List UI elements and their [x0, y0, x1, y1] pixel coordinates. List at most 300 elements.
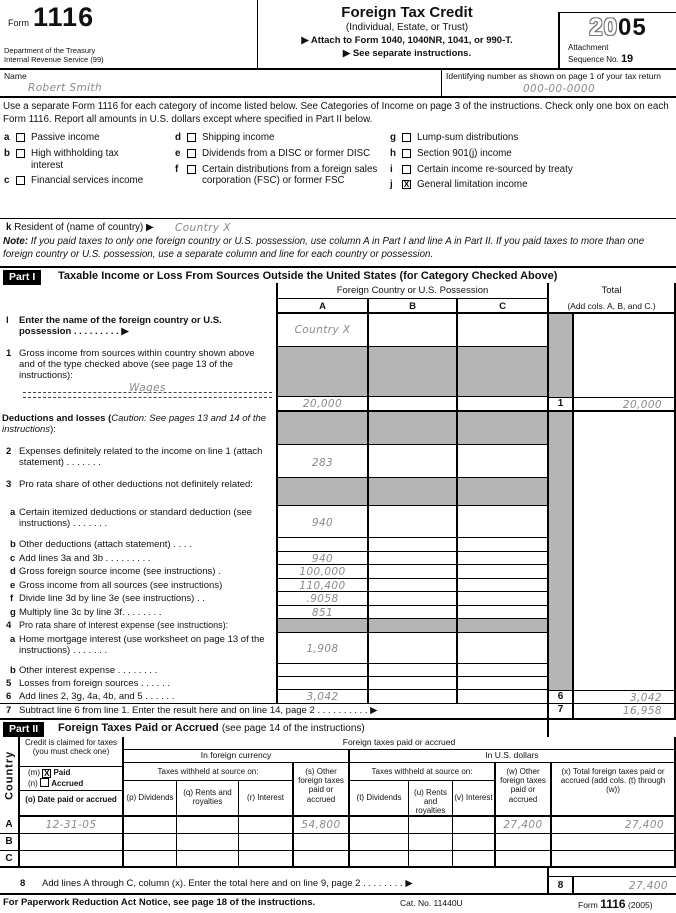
line-label: Expenses definitely related to the income on line 1 (attach statement) . . . . . . . — [19, 446, 263, 469]
line-number: 7 — [6, 705, 12, 716]
line1-number-box: 1 — [547, 397, 572, 412]
paperwork-notice: For Paperwork Reduction Act Notice, see page 18 of the instructions. — [3, 897, 316, 908]
country-name-a-field[interactable]: Country X — [276, 314, 367, 347]
shaded-strip — [547, 592, 572, 606]
shaded-cell — [456, 478, 547, 506]
category-label: Financial services income — [31, 175, 144, 187]
withheld-usd-header: Taxes withheld at source on: — [348, 763, 494, 781]
line4a-b-field[interactable] — [367, 633, 456, 664]
footer-form-word: Form — [578, 900, 598, 910]
checkbox-accrued[interactable] — [40, 778, 49, 787]
category-e[interactable] — [175, 148, 390, 160]
line-label: Certain itemized deductions or standard deduction (see instructions) . . . . . . . — [19, 507, 252, 530]
name-cell — [0, 70, 442, 98]
category-a[interactable] — [4, 132, 169, 144]
line-number: 6 — [6, 691, 12, 702]
form-title: Foreign Tax Credit — [341, 4, 473, 21]
line3e-b-field[interactable] — [367, 579, 456, 592]
total-cell — [572, 445, 676, 478]
total-cell — [572, 506, 676, 538]
col-s-header: (s) Other foreign taxes paid or accrued — [292, 763, 348, 817]
divider — [547, 720, 549, 737]
line3a-c-field[interactable] — [456, 506, 547, 538]
sequence-label: Sequence No. — [568, 54, 619, 64]
checkbox-high-withholding[interactable] — [16, 149, 25, 158]
line4b-a-field[interactable] — [276, 664, 367, 677]
category-label: Dividends from a DISC or former DISC — [202, 147, 371, 159]
row-line3d — [0, 565, 676, 579]
line-letter: b — [10, 665, 16, 676]
row-line2 — [0, 445, 676, 478]
country-vertical-label: Country — [3, 750, 16, 800]
us-dollars-header: In U.S. dollars — [348, 750, 676, 763]
col-v-header: (v) Interest — [452, 781, 494, 817]
line-label: Gross income from sources within country shown above and of the type checked above (see page 13 of the instructions): — [19, 348, 255, 382]
form-subtitle: (Individual, Estate, or Trust) — [345, 22, 469, 33]
row-country-name — [0, 314, 676, 347]
note-label: Note: — [3, 236, 29, 247]
part2-title: Foreign Taxes Paid or Accrued (see page 14 of the instructions) — [58, 722, 365, 734]
row-b-date-field[interactable] — [20, 834, 122, 851]
line7-number-box: 7 — [547, 704, 572, 720]
identifying-number-label: Identifying number as shown on page 1 of your tax return — [446, 71, 661, 81]
total-cell — [572, 579, 676, 592]
shaded-strip — [547, 579, 572, 592]
total-cell — [572, 412, 676, 445]
total-cell — [572, 592, 676, 606]
row-c-letter: C — [0, 851, 20, 868]
line5-b-field[interactable] — [367, 677, 456, 690]
total-cell — [572, 565, 676, 579]
line-label: Other interest expense . . . . . . . . — [19, 665, 158, 676]
shaded-strip — [547, 664, 572, 677]
foreign-country-group-header: Foreign Country or U.S. Possession — [276, 283, 547, 299]
part1-table — [0, 283, 676, 720]
line-label: Pro rata share of other deductions not definitely related: — [19, 479, 253, 490]
category-letter: j — [390, 179, 393, 191]
form-footer-id — [578, 897, 653, 911]
shaded-cell — [367, 347, 456, 397]
line6-number-box: 6 — [547, 690, 572, 704]
divider — [547, 868, 549, 876]
line8-label: Add lines A through C, column (x). Enter the total here and on line 9, page 2 . . . . . . . . ▶ — [42, 878, 413, 889]
row-b-r-field[interactable] — [238, 834, 292, 851]
see-instructions: ▶ See separate instructions. — [342, 48, 472, 59]
row-a-t-field[interactable] — [348, 817, 408, 834]
line3f-a-field[interactable]: .9058 — [276, 592, 367, 606]
line-label: Gross foreign source income (see instructions) . — [19, 566, 221, 577]
col-r-header: (r) Interest — [238, 781, 292, 817]
line-label: Home mortgage interest (use worksheet on page 13 of the instructions) . . . . . . . — [19, 634, 265, 657]
intro-paragraph: Use a separate Form 1116 for each category of income listed below. See Categories of Income on page 3 of the instructions. Check only one box on each Form 1116. Report all amounts in U.S. dollars except where specified in Part II below. — [3, 101, 669, 125]
checkbox-fsc-distributions[interactable] — [187, 165, 196, 174]
total-cell — [572, 314, 676, 347]
line3d-a-field[interactable]: 100,000 — [276, 565, 367, 579]
row-line7 — [0, 704, 676, 720]
row-b-q-field[interactable] — [176, 834, 238, 851]
line3e-c-field[interactable] — [456, 579, 547, 592]
form-title-block — [258, 0, 556, 70]
year-outline: 20 — [589, 14, 618, 41]
category-letter: b — [4, 147, 10, 159]
total-cell — [572, 664, 676, 677]
sequence-number: 19 — [620, 52, 634, 65]
row-c-x-field[interactable] — [550, 851, 676, 868]
line-letter: g — [10, 607, 16, 618]
column-b-header: B — [367, 299, 456, 314]
category-letter: e — [175, 147, 181, 159]
line3c-b-field[interactable] — [367, 552, 456, 565]
total-subheader: (Add cols. A, B, and C.) — [547, 299, 676, 314]
row-line3-label — [0, 478, 676, 506]
category-g[interactable] — [390, 132, 650, 144]
shaded-cell — [276, 478, 367, 506]
row-b-letter: B — [0, 834, 20, 851]
total-cell — [572, 538, 676, 552]
category-label: Section 901(j) income — [417, 147, 512, 159]
shaded-cell — [367, 412, 456, 445]
line-letter: e — [10, 580, 16, 591]
part1-bar — [0, 266, 676, 283]
line6-b-field[interactable] — [367, 690, 456, 704]
income-type-field[interactable]: Wages — [23, 382, 272, 393]
total-cell — [572, 478, 676, 506]
checkbox-shipping-income[interactable] — [187, 133, 196, 142]
accrued-label: Accrued — [51, 779, 84, 788]
category-letter: a — [4, 132, 10, 143]
row-a-x-field[interactable]: 27,400 — [550, 817, 676, 834]
shaded-strip — [547, 478, 572, 506]
line-label: Other deductions (attach statement) . . . . — [19, 539, 192, 550]
shaded-strip — [547, 619, 572, 633]
agency-suffix: (99) — [90, 55, 104, 65]
n-letter: (n) — [28, 779, 38, 788]
row-b-p-field[interactable] — [122, 834, 176, 851]
form-number: 1116 — [33, 2, 95, 32]
total-cell — [572, 633, 676, 664]
row-c-r-field[interactable] — [238, 851, 292, 868]
shaded-cell — [276, 347, 367, 397]
checkbox-passive-income[interactable] — [16, 133, 25, 142]
attachment-label: Attachment — [568, 43, 609, 52]
line3d-c-field[interactable] — [456, 565, 547, 579]
foreign-taxes-group-header: Foreign taxes paid or accrued — [122, 737, 676, 750]
line3f-b-field[interactable] — [367, 592, 456, 606]
part2-bar — [0, 720, 676, 737]
line-label: Add lines 2, 3g, 4a, 4b, and 5 . . . . . . — [19, 691, 175, 702]
paid-label: Paid — [53, 768, 71, 777]
line8-total-field[interactable]: 27,400 — [574, 876, 676, 895]
row-c-w-field[interactable] — [494, 851, 550, 868]
line8-number: 8 — [20, 878, 26, 889]
form-header — [0, 0, 676, 70]
row-line1-text — [0, 347, 676, 397]
line-label: Multiply line 3c by line 3f. . . . . . . . — [19, 607, 162, 618]
category-f[interactable] — [175, 164, 390, 188]
resident-label: Resident of (name of country) ▶ — [14, 222, 154, 233]
row-c-v-field[interactable] — [452, 851, 494, 868]
row-line5 — [0, 677, 676, 690]
category-label: Shipping income — [202, 132, 275, 143]
line-letter: b — [10, 539, 16, 550]
row-a-p-field[interactable] — [122, 817, 176, 834]
row-line4b — [0, 664, 676, 677]
row-c-s-field[interactable] — [292, 851, 348, 868]
checkbox-section-901j[interactable] — [402, 149, 411, 158]
row-line4a — [0, 633, 676, 664]
name-field[interactable]: Robert Smith — [28, 82, 102, 94]
shaded-strip — [547, 677, 572, 690]
agency-lines — [4, 46, 104, 65]
line2-b-field[interactable] — [367, 445, 456, 478]
category-letter: d — [175, 132, 181, 143]
total-header: Total — [547, 283, 676, 299]
paid-option[interactable] — [28, 768, 122, 778]
col-u-header: (u) Rents and royalties — [408, 781, 452, 817]
line3e-a-field[interactable]: 110,400 — [276, 579, 367, 592]
shaded-strip — [547, 552, 572, 565]
shaded-strip — [547, 506, 572, 538]
line3a-a-field[interactable]: 940 — [276, 506, 367, 538]
category-c[interactable] — [4, 175, 169, 187]
line1-total-field[interactable]: 20,000 — [572, 397, 676, 412]
row-b-x-field[interactable] — [550, 834, 676, 851]
category-checkboxes — [0, 130, 676, 216]
footer-form-year: (2005) — [627, 900, 653, 910]
line-label: Enter the name of the foreign country or U.S. possession . . . . . . . . . ▶ — [19, 315, 222, 338]
category-j[interactable] — [390, 179, 650, 191]
line8-number-box: 8 — [547, 876, 574, 895]
row-b-w-field[interactable] — [494, 834, 550, 851]
resident-row — [0, 218, 676, 236]
line4b-c-field[interactable] — [456, 664, 547, 677]
shaded-cell — [367, 478, 456, 506]
category-letter: h — [390, 147, 396, 159]
category-label: General limitation income — [417, 179, 528, 191]
category-label: Certain income re-sourced by treaty — [417, 163, 573, 175]
checkbox-resourced-treaty[interactable] — [402, 165, 411, 174]
row-line1-amounts — [0, 397, 676, 412]
category-d[interactable] — [175, 132, 390, 144]
row-line3a — [0, 506, 676, 538]
row-b-s-field[interactable] — [292, 834, 348, 851]
date-column-header: (o) Date paid or accrued — [20, 791, 122, 817]
row-c-t-field[interactable] — [348, 851, 408, 868]
deductions-label-italic: Caution: See pages 13 and 14 of the instructions — [2, 413, 267, 436]
attach-instruction: ▶ Attach to Form 1040, 1040NR, 1041, or 990-T. — [301, 35, 513, 46]
category-letter: g — [390, 132, 396, 143]
line4b-b-field[interactable] — [367, 664, 456, 677]
tax-year — [560, 14, 676, 42]
line7-total-field[interactable]: 16,958 — [572, 704, 676, 720]
row-line3f — [0, 592, 676, 606]
row-b-v-field[interactable] — [452, 834, 494, 851]
line3b-c-field[interactable] — [456, 538, 547, 552]
agency-line2: Internal Revenue Service — [4, 55, 89, 65]
shaded-cell — [456, 619, 547, 633]
line-number: 4 — [6, 620, 12, 631]
line6-a-field[interactable]: 3,042 — [276, 690, 367, 704]
category-letter: c — [4, 175, 10, 187]
line-label: Pro rata share of interest expense (see instructions): — [19, 620, 229, 630]
line3g-c-field[interactable] — [456, 606, 547, 619]
resident-country-field[interactable]: Country X — [175, 222, 231, 234]
line-number: 3 — [6, 479, 12, 490]
part1-label: Part I — [3, 270, 41, 285]
line-label: Add lines 3a and 3b . . . . . . . . . — [19, 553, 151, 564]
shaded-strip — [547, 314, 572, 347]
paid-accrued-block — [20, 767, 122, 791]
shaded-strip — [547, 347, 572, 397]
line4a-c-field[interactable] — [456, 633, 547, 664]
total-cell — [572, 347, 676, 397]
line5-c-field[interactable] — [456, 677, 547, 690]
line3b-a-field[interactable] — [276, 538, 367, 552]
row-line3b — [0, 538, 676, 552]
line6-total-field[interactable]: 3,042 — [572, 690, 676, 704]
part2-title-sub: (see page 14 of the instructions) — [221, 723, 365, 734]
col-w-header: (w) Other foreign taxes paid or accrued — [494, 763, 550, 817]
note-text: If you paid taxes to only one foreign country or U.S. possession, use column A in Part I and line A in Part II. If you paid taxes to more than one foreign country or U.S. possession, use a separate column and line for each country or possession. — [3, 236, 645, 260]
line3c-c-field[interactable] — [456, 552, 547, 565]
line3a-b-field[interactable] — [367, 506, 456, 538]
row-a-r-field[interactable] — [238, 817, 292, 834]
deductions-label-bold: Deductions and losses ( — [2, 413, 112, 424]
row-deductions-label — [0, 412, 676, 445]
line3f-c-field[interactable] — [456, 592, 547, 606]
shaded-cell — [276, 619, 367, 633]
shaded-strip — [547, 606, 572, 619]
line-label: Losses from foreign sources . . . . . . — [19, 678, 171, 689]
shaded-strip — [547, 633, 572, 664]
shaded-cell — [456, 412, 547, 445]
category-label: High withholding tax interest — [31, 147, 119, 171]
country-name-b-field[interactable] — [367, 314, 456, 347]
row-c-q-field[interactable] — [176, 851, 238, 868]
line-letter: a — [10, 507, 16, 518]
line-letter: c — [10, 553, 16, 564]
line-letter: f — [10, 593, 14, 604]
checkbox-lump-sum[interactable] — [402, 133, 411, 142]
accrued-option[interactable] — [28, 778, 122, 788]
line2-a-field[interactable]: 283 — [276, 445, 367, 478]
withheld-fc-header: Taxes withheld at source on: — [122, 763, 292, 781]
part2-label: Part II — [3, 722, 44, 737]
line3d-b-field[interactable] — [367, 565, 456, 579]
row-a-q-field[interactable] — [176, 817, 238, 834]
line1-b-field[interactable] — [367, 397, 456, 412]
row-c-u-field[interactable] — [408, 851, 452, 868]
form-id-block — [0, 0, 258, 70]
checkbox-paid[interactable]: X — [44, 769, 50, 778]
column-a-header: A — [276, 299, 367, 314]
catalog-number: Cat. No. 11440U — [400, 898, 463, 908]
name-row — [0, 70, 676, 98]
shaded-strip — [547, 565, 572, 579]
category-label: Certain distributions from a foreign sales corporation (FSC) or former FSC — [202, 163, 378, 187]
year-attachment-box — [558, 12, 676, 68]
row-a-s-field[interactable]: 54,800 — [292, 817, 348, 834]
line-letter: a — [10, 634, 16, 645]
identifying-number-field[interactable]: 000-00-0000 — [522, 83, 596, 95]
row-line3e — [0, 579, 676, 592]
line1-a-field[interactable]: 20,000 — [276, 397, 367, 412]
line6-c-field[interactable] — [456, 690, 547, 704]
row-a-letter: A — [0, 817, 20, 834]
credit-claimed-label: Credit is claimed for taxes (you must check one) — [20, 737, 122, 767]
row-line3c — [0, 552, 676, 565]
shaded-strip — [547, 538, 572, 552]
row-b-t-field[interactable] — [348, 834, 408, 851]
shaded-cell — [456, 347, 547, 397]
category-letter: i — [390, 163, 393, 175]
total-cell — [572, 552, 676, 565]
country-name-c-field[interactable] — [456, 314, 547, 347]
category-label: Passive income — [31, 132, 100, 143]
line-number: 2 — [6, 446, 12, 457]
name-label: Name — [4, 71, 27, 81]
row-a-date-field[interactable]: 12-31-05 — [20, 817, 122, 834]
category-b[interactable] — [4, 148, 169, 172]
row-a-w-field[interactable]: 27,400 — [494, 817, 550, 834]
footer-form-number: 1116 — [600, 897, 626, 911]
checkbox-general-limitation[interactable]: X — [403, 180, 410, 190]
checkbox-financial-services[interactable] — [16, 176, 25, 185]
row-a-v-field[interactable] — [452, 817, 494, 834]
row-b-u-field[interactable] — [408, 834, 452, 851]
foreign-currency-header: In foreign currency — [122, 750, 348, 763]
shaded-strip — [547, 412, 572, 445]
row-c-date-field[interactable] — [20, 851, 122, 868]
line-label: Subtract line 6 from line 1. Enter the result here and on line 14, page 2 . . . . . . . . . . ▶ — [19, 705, 378, 716]
line5-a-field[interactable] — [276, 677, 367, 690]
col-p-header: (p) Dividends — [122, 781, 176, 817]
shaded-cell — [276, 412, 367, 445]
category-h[interactable] — [390, 148, 650, 160]
category-i[interactable] — [390, 164, 650, 176]
attachment-sequence — [560, 43, 676, 66]
row-a-u-field[interactable] — [408, 817, 452, 834]
line-label: Gross income from all sources (see instructions) — [19, 580, 223, 591]
line4a-a-field[interactable]: 1,908 — [276, 633, 367, 664]
year-bold: 05 — [618, 14, 647, 41]
note-paragraph — [3, 236, 673, 266]
category-letter: f — [175, 163, 179, 175]
line2-c-field[interactable] — [456, 445, 547, 478]
total-cell — [572, 619, 676, 633]
line-letter: l — [6, 315, 9, 326]
row-line6 — [0, 690, 676, 704]
row-line4-label — [0, 619, 676, 633]
line-label: Divide line 3d by line 3e (see instructions) . . — [19, 593, 205, 604]
total-cell — [572, 606, 676, 619]
line3b-b-field[interactable] — [367, 538, 456, 552]
row-c-p-field[interactable] — [122, 851, 176, 868]
line3g-b-field[interactable] — [367, 606, 456, 619]
line1-c-field[interactable] — [456, 397, 547, 412]
identifying-number-cell — [442, 70, 676, 98]
deductions-label-end: ): — [50, 424, 56, 436]
m-letter: (m) — [28, 768, 40, 777]
line3g-a-field[interactable]: 851 — [276, 606, 367, 619]
form-word: Form — [8, 18, 29, 28]
line3c-a-field[interactable]: 940 — [276, 552, 367, 565]
shaded-cell — [367, 619, 456, 633]
resident-letter: k — [6, 222, 12, 233]
line-letter: d — [10, 566, 16, 577]
col-x-header: (x) Total foreign taxes paid or accrued (add cols. (t) through (w)) — [550, 763, 676, 817]
checkbox-disc-dividends[interactable] — [187, 149, 196, 158]
